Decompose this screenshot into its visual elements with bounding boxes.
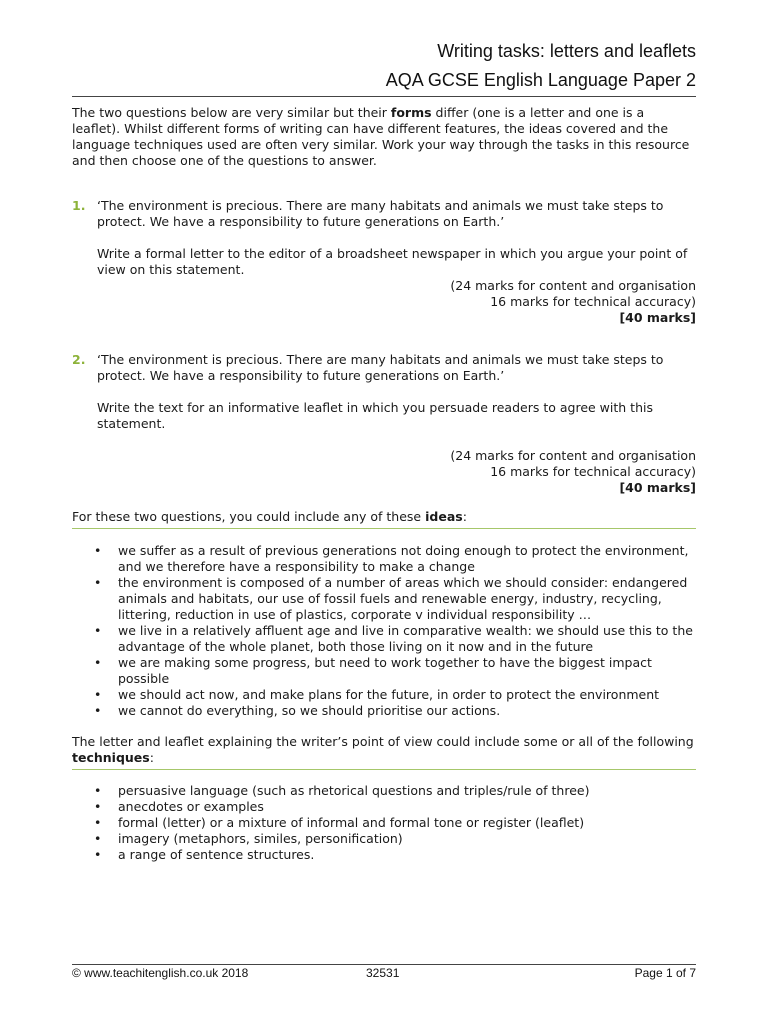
techniques-heading-colon: : xyxy=(149,750,154,765)
ideas-heading xyxy=(72,509,696,529)
question-task: Write a formal letter to the editor of a broadsheet newspaper in which you argue your point of view on this statement. xyxy=(97,246,688,277)
list-item-text: the environment is composed of a number of areas which we should consider: endangered animals and habitats, our use of fossil fuels and renewable energy, industry, recycling, littering, reduction in use of plastics, corporate v individual responsibility … xyxy=(118,575,688,622)
question-2 xyxy=(72,352,696,496)
header-subtitle: AQA GCSE English Language Paper 2 xyxy=(385,70,696,90)
bullet-icon: • xyxy=(94,783,102,798)
bullet-icon: • xyxy=(94,543,102,558)
marks-total: [40 marks] xyxy=(619,310,696,325)
ideas-heading-colon: : xyxy=(462,509,467,524)
bullet-icon: • xyxy=(94,575,102,590)
list-item xyxy=(72,655,696,687)
marks-total: [40 marks] xyxy=(619,480,696,495)
list-item-text: imagery (metaphors, similes, personification) xyxy=(118,831,403,846)
footer-page-number: Page 1 of 7 xyxy=(634,966,696,980)
marks-content: (24 marks for content and organisation xyxy=(450,448,696,463)
question-quote: ‘The environment is precious. There are many habitats and animals we must take steps to protect. We have a responsibility to future generations on Earth.’ xyxy=(97,352,664,383)
intro-paragraph xyxy=(72,105,696,169)
bullet-icon: • xyxy=(94,703,102,718)
list-item-text: we live in a relatively affluent age and live in comparative wealth: we should use this to the advantage of the whole planet, both those living on it now and in the future xyxy=(118,623,693,654)
bullet-icon: • xyxy=(94,687,102,702)
list-item-text: anecdotes or examples xyxy=(118,799,264,814)
footer-code: 32531 xyxy=(366,966,400,980)
bullet-icon: • xyxy=(94,655,102,670)
list-item xyxy=(72,799,696,815)
list-item xyxy=(72,831,696,847)
question-number: 1. xyxy=(72,198,86,213)
list-item xyxy=(72,783,696,799)
list-item-text: we suffer as a result of previous generations not doing enough to protect the environment, and we therefore have a responsibility to make a change xyxy=(118,543,689,574)
marks-accuracy: 16 marks for technical accuracy) xyxy=(490,294,696,309)
list-item-text: we cannot do everything, so we should prioritise our actions. xyxy=(118,703,501,718)
bullet-icon: • xyxy=(94,847,102,862)
bullet-icon: • xyxy=(94,799,102,814)
techniques-heading-text: The letter and leaflet explaining the writer’s point of view could include some or all of the following xyxy=(72,734,694,749)
intro-text-2: differ (one is a letter and one is a leaflet). Whilst different forms of writing can have different features, the ideas covered and the language techniques used are often very similar. Work your way through the tasks in this resource and then choose one of the questions to answer. xyxy=(72,105,690,168)
list-item-text: we are making some progress, but need to work together to have the biggest impact possible xyxy=(118,655,652,686)
list-item xyxy=(72,623,696,655)
techniques-heading xyxy=(72,734,696,770)
list-item-text: formal (letter) or a mixture of informal and formal tone or register (leaflet) xyxy=(118,815,585,830)
ideas-list xyxy=(72,543,696,719)
techniques-list xyxy=(72,783,696,863)
intro-text-1: The two questions below are very similar but their xyxy=(72,105,391,120)
footer-copyright: © www.teachitenglish.co.uk 2018 xyxy=(72,966,249,980)
list-item xyxy=(72,815,696,831)
list-item xyxy=(72,687,696,703)
list-item xyxy=(72,543,696,575)
bullet-icon: • xyxy=(94,815,102,830)
bullet-icon: • xyxy=(94,831,102,846)
bullet-icon: • xyxy=(94,623,102,638)
question-task: Write the text for an informative leaflet in which you persuade readers to agree with this statement. xyxy=(97,400,653,431)
header-title: Writing tasks: letters and leaflets xyxy=(437,41,696,61)
marks-block xyxy=(97,278,696,326)
list-item-text: we should act now, and make plans for the future, in order to protect the environment xyxy=(118,687,660,702)
marks-block xyxy=(97,448,696,496)
list-item xyxy=(72,703,696,719)
header-divider xyxy=(72,96,696,97)
footer-divider xyxy=(72,964,696,965)
list-item-text: a range of sentence structures. xyxy=(118,847,315,862)
techniques-heading-bold: techniques xyxy=(72,750,150,765)
ideas-heading-bold: ideas xyxy=(425,509,463,524)
list-item xyxy=(72,575,696,623)
intro-bold-forms: forms xyxy=(390,105,432,120)
question-1 xyxy=(72,198,696,326)
list-item-text: persuasive language (such as rhetorical questions and triples/rule of three) xyxy=(118,783,590,798)
question-quote: ‘The environment is precious. There are many habitats and animals we must take steps to protect. We have a responsibility to future generations on Earth.’ xyxy=(97,198,664,229)
list-item xyxy=(72,847,696,863)
question-number: 2. xyxy=(72,352,86,367)
marks-accuracy: 16 marks for technical accuracy) xyxy=(490,464,696,479)
ideas-heading-text: For these two questions, you could include any of these xyxy=(72,509,426,524)
marks-content: (24 marks for content and organisation xyxy=(450,278,696,293)
